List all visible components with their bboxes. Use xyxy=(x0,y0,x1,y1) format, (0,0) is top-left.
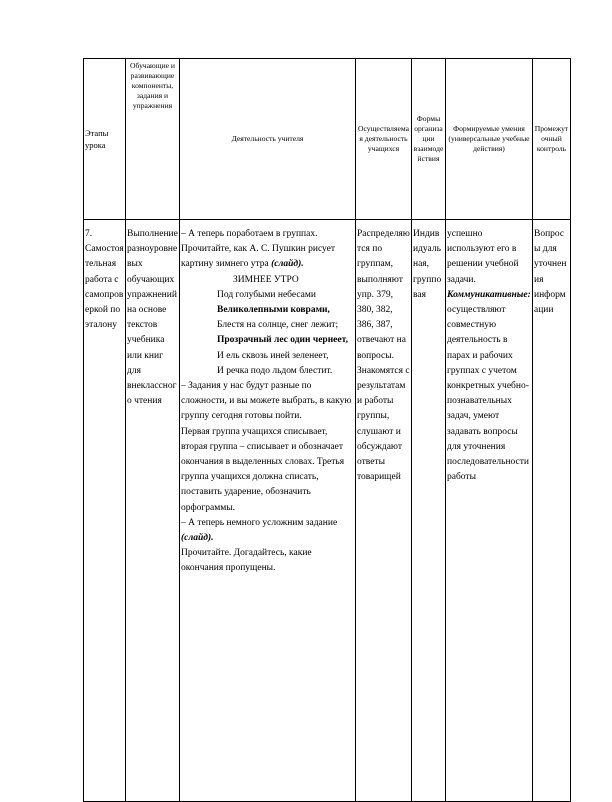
header-control: Промежуточный контроль xyxy=(533,59,571,220)
communicative-label: Коммуникативные: xyxy=(447,289,531,300)
skills-text: успешно используют его в решении учебной задачи. xyxy=(447,229,519,285)
poem-line: Блестя на солнце, снег лежит; xyxy=(217,320,339,331)
header-skills: Формируемые умения (универсальные учебные действия) xyxy=(446,59,533,220)
poem-line: Под голубыми небесами xyxy=(217,289,316,300)
header-interaction-forms: Формы организации взаимодействия xyxy=(412,59,446,220)
skills-cell xyxy=(446,220,533,802)
teacher-intro: – А теперь поработаем в группах. Прочитайте, как А. С. Пушкин рисует картину зимнего утра (слайд). xyxy=(181,229,336,270)
components-cell: Выполнение разноуровневых обучающих упражнений на основе текстов учебника или книг для внеклассного чтения xyxy=(126,220,180,802)
table-header-row xyxy=(84,59,571,220)
teacher-paragraph: Первая группа учащихся списывает, вторая группа – списывает и обозначает окончания в выделенных словах. Третья группа учащихся должна списать, поставить ударение, обозначить орфограммы. xyxy=(181,426,345,513)
poem-line: И ель сквозь иней зеленеет, xyxy=(217,350,329,361)
stage-cell: 7. Самостоятельная работа с самопроверкой по эталону xyxy=(84,220,126,802)
control-cell: Вопросы для уточнения информации xyxy=(533,220,571,802)
student-activity-cell: Распределяются по группам, выполняют упр. 379, 380, 382, 386, 387, отвечают на вопросы. Знакомятся с результатами работы группы, слушают и обсуждают ответы товарищей xyxy=(356,220,412,802)
header-student-activity: Осуществляемая деятельность учащихся xyxy=(356,59,412,220)
poem-line: Великолепными коврами, xyxy=(217,305,330,316)
header-components: Обучающие и развивающие компоненты, задания и упражнения xyxy=(126,59,180,220)
table-row xyxy=(84,220,571,802)
forms-cell: Индивидуальная, групповая xyxy=(412,220,446,802)
header-stages: Этапы урока xyxy=(84,59,126,220)
poem-title: ЗИМНЕЕ УТРО xyxy=(233,274,299,285)
teacher-paragraph: – Задания у нас будут разные по сложности, и вы можете выбрать, в какую группу сегодня готовы пойти. xyxy=(181,381,352,422)
teacher-activity-cell xyxy=(180,220,356,802)
lesson-plan-table xyxy=(83,58,571,802)
skills-text: осуществляют совместную деятельность в парах и рабочих группах с учетом конкретных учебно-познавательных задач, умеют задавать вопросы для уточнения последовательности работы xyxy=(447,305,529,483)
poem-line: И речка подо льдом блестит. xyxy=(217,365,333,376)
teacher-paragraph: – А теперь немного усложним задание (слайд). xyxy=(181,517,338,544)
poem-line: Прозрачный лес один чернеет, xyxy=(217,335,348,346)
header-teacher-activity: Деятельность учителя xyxy=(180,59,356,220)
teacher-paragraph: Прочитайте. Догадайтесь, какие окончания пропущены. xyxy=(181,548,312,574)
